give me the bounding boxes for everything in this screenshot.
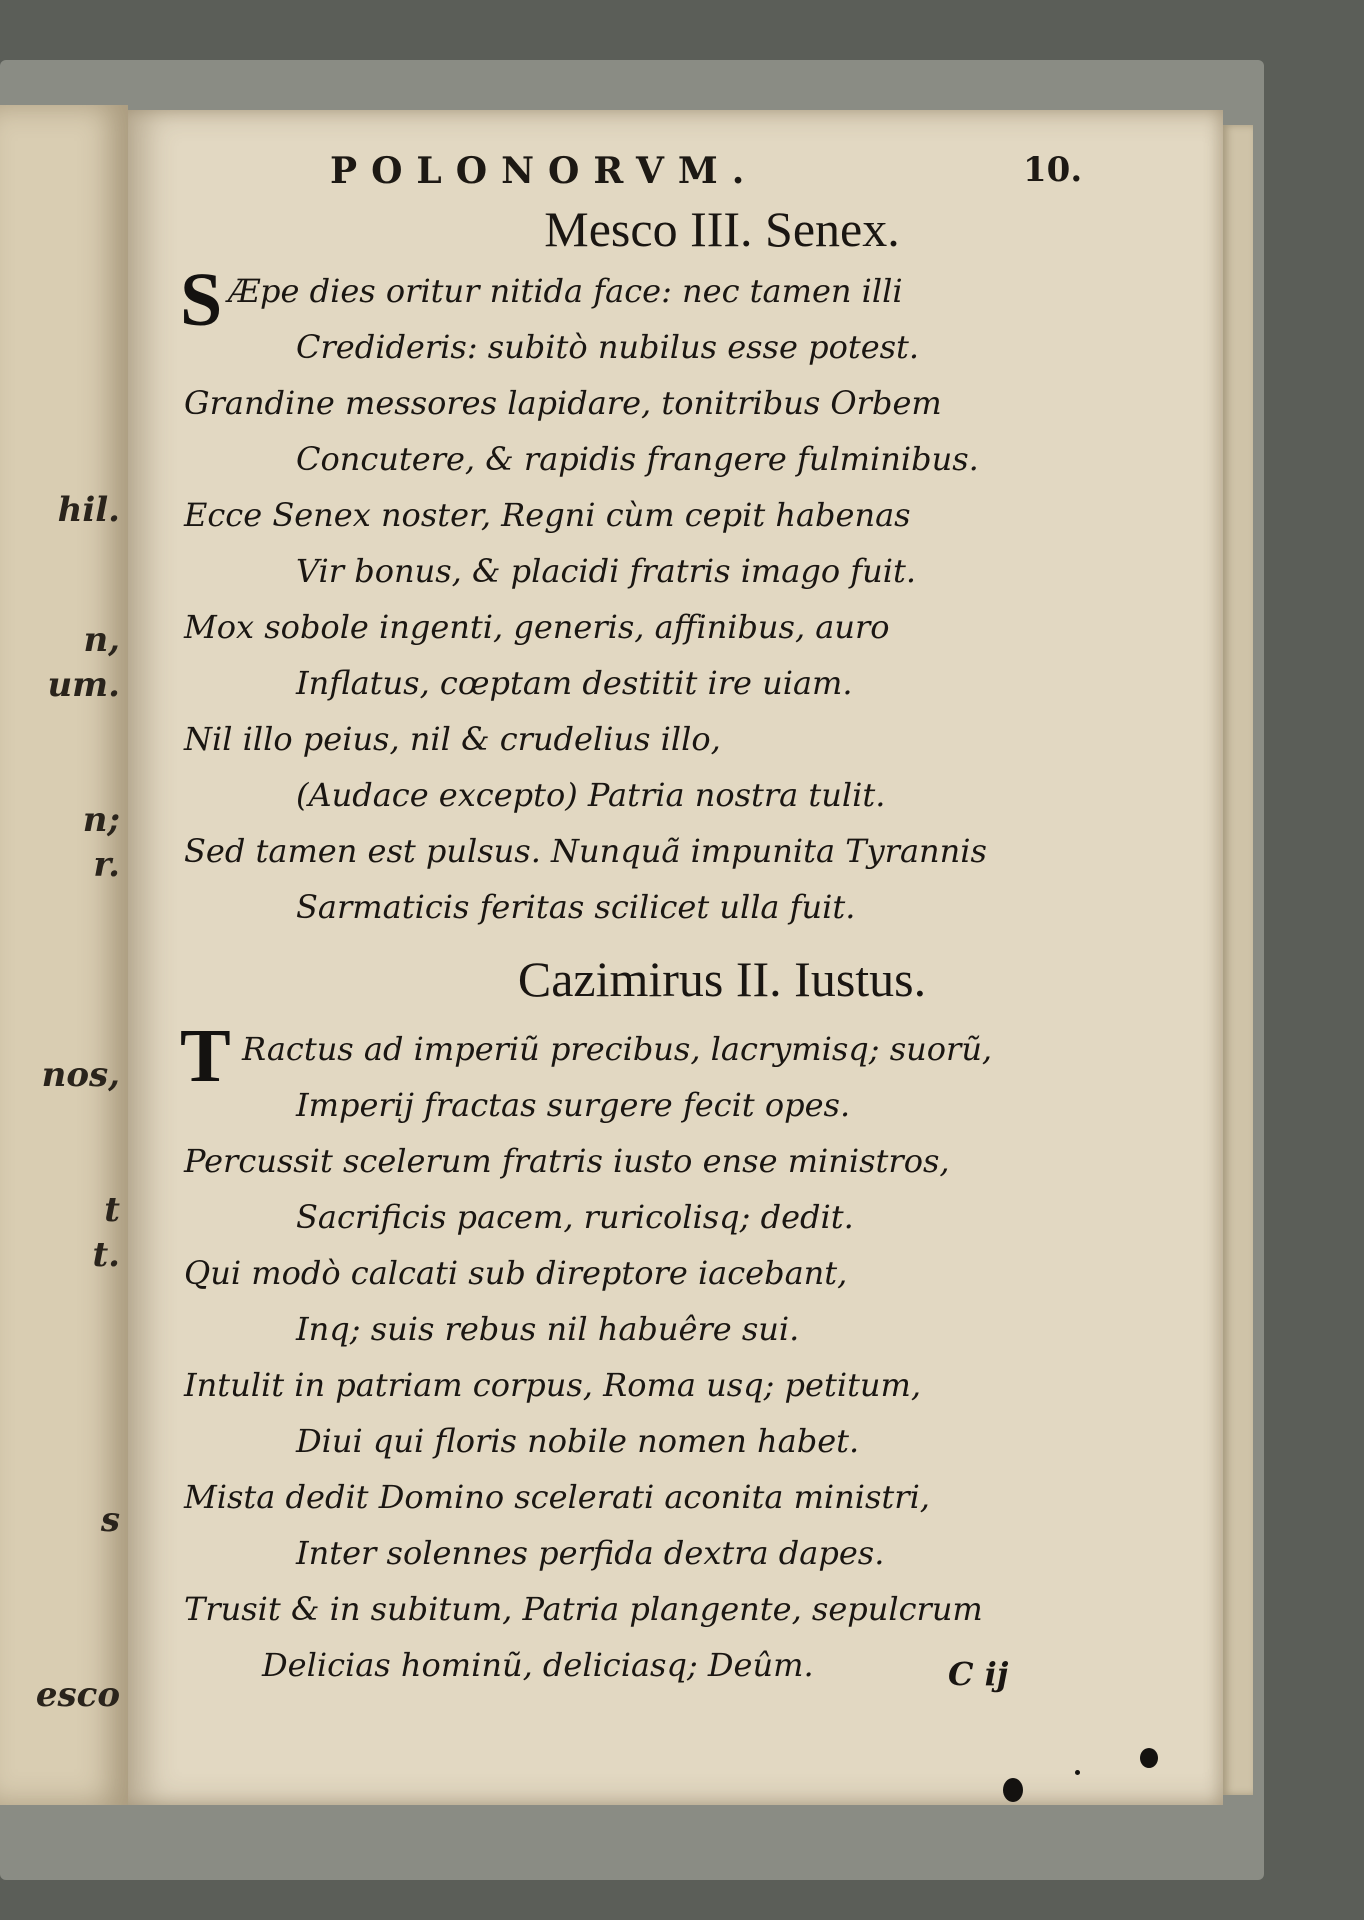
verse-line: Inter solennes perfida dextra dapes. xyxy=(296,1534,885,1572)
running-head: POLONORVM. xyxy=(330,150,759,192)
verse-line: Qui modò calcati sub direptore iacebant, xyxy=(184,1254,848,1292)
verse-line: Diui qui floris nobile nomen habet. xyxy=(296,1422,860,1460)
verse-line: Grandine messores lapidare, tonitribus Orbem xyxy=(184,384,942,422)
left-fragment: nos, xyxy=(41,1055,120,1095)
verse-line: Delicias hominũ, deliciasq; Deûm. xyxy=(262,1646,814,1684)
left-fragment: n, xyxy=(83,620,120,660)
left-fragment: t. xyxy=(92,1235,120,1275)
left-fragment: r. xyxy=(93,845,120,885)
verse-line: Æpe dies oritur nitida face: nec tamen illi xyxy=(228,272,903,310)
left-fragment: s xyxy=(100,1500,120,1540)
verse-line: Ractus ad imperiũ precibus, lacrymisq; suorũ, xyxy=(242,1030,993,1068)
verse-line: Concutere, & rapidis frangere fulminibus. xyxy=(296,440,979,478)
verse-line: Sacrificis pacem, ruricolisq; dedit. xyxy=(296,1198,854,1236)
verse-line: Ecce Senex noster, Regni cùm cepit habenas xyxy=(184,496,911,534)
verse-line: Trusit & in subitum, Patria plangente, sepulcrum xyxy=(184,1590,983,1628)
ink-speck xyxy=(1075,1770,1080,1775)
drop-initial: T xyxy=(180,1014,231,1098)
verse-line: Imperij fractas surgere fecit opes. xyxy=(296,1086,851,1124)
ink-blot xyxy=(1003,1778,1023,1802)
verse-line: Percussit scelerum fratris iusto ense ministros, xyxy=(184,1142,950,1180)
verse-line: Mista dedit Domino scelerati aconita ministri, xyxy=(184,1478,930,1516)
verse-line: Vir bonus, & placidi fratris imago fuit. xyxy=(296,552,916,590)
section-heading: Cazimirus II. Iustus. xyxy=(517,951,927,1007)
left-fragment: hil. xyxy=(57,490,120,530)
signature-mark: C ij xyxy=(948,1655,1009,1693)
verse-line: (Audace excepto) Patria nostra tulit. xyxy=(296,776,886,814)
drop-initial: S xyxy=(180,258,223,342)
verse-line: Intulit in patriam corpus, Roma usq; petitum, xyxy=(184,1366,922,1404)
verse-line: Sed tamen est pulsus. Nunquã impunita Tyrannis xyxy=(184,832,987,870)
left-fragment: um. xyxy=(47,665,120,705)
verse-line: Mox sobole ingenti, generis, affinibus, auro xyxy=(184,608,890,646)
verse-line: Sarmaticis feritas scilicet ulla fuit. xyxy=(296,888,856,926)
left-fragment: esco xyxy=(35,1675,120,1715)
verse-line: Credideris: subitò nubilus esse potest. xyxy=(296,328,920,366)
left-fragment: t xyxy=(104,1190,120,1230)
verse-line: Inflatus, cœptam destitit ire uiam. xyxy=(296,664,853,702)
verse-line: Inq; suis rebus nil habuêre sui. xyxy=(296,1310,800,1348)
left-fragment: n; xyxy=(82,800,120,840)
verse-line: Nil illo peius, nil & crudelius illo, xyxy=(184,720,721,758)
section-heading: Mesco III. Senex. xyxy=(544,201,900,257)
ink-blot xyxy=(1140,1748,1158,1768)
folio-number: 10. xyxy=(1023,150,1083,190)
